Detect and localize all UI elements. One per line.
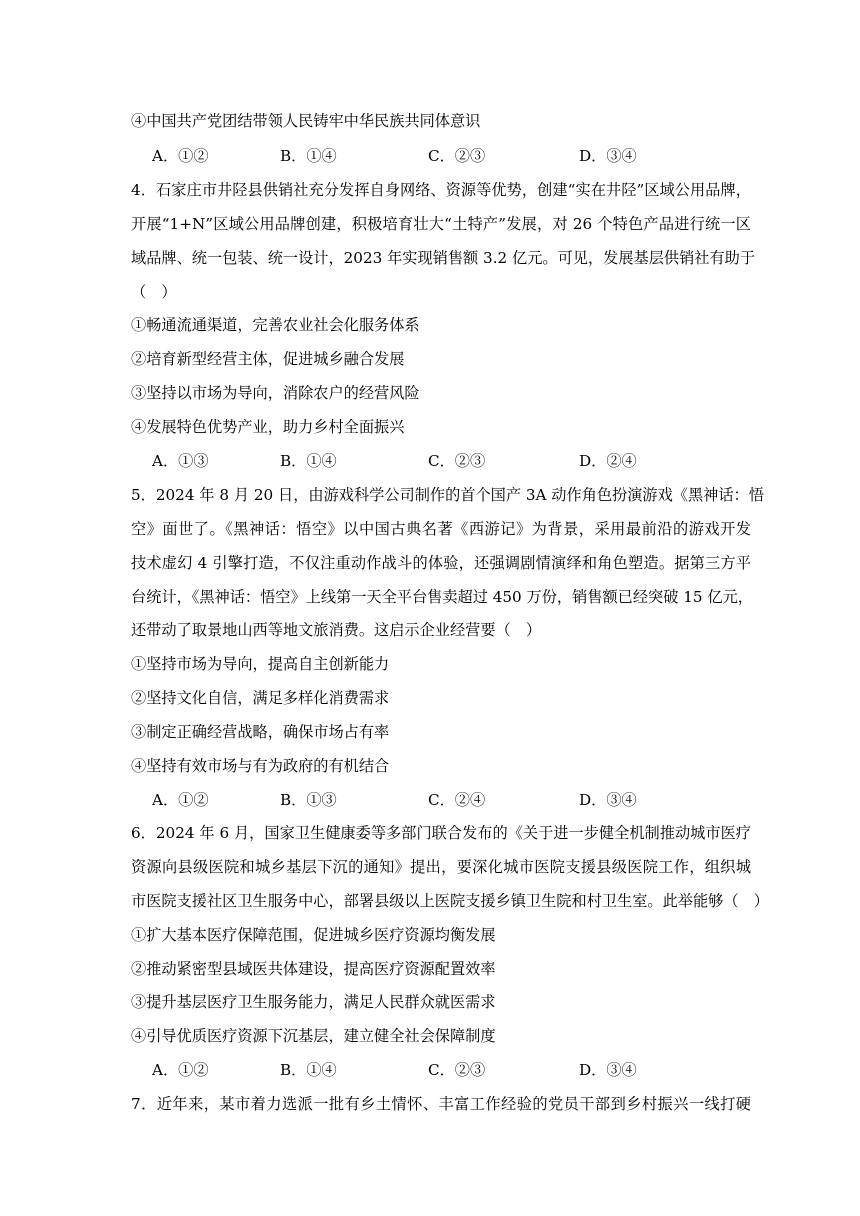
- q6-choice-b[interactable]: B．①④: [280, 1061, 337, 1079]
- q3-choice-c[interactable]: C．②③: [428, 147, 486, 165]
- q5-answer-choices: [152, 790, 752, 810]
- q5-stem-line-2: 空》面世了。《黑神话：悟空》以中国古典名著《西游记》为背景，采用最前沿的游戏开发: [131, 520, 751, 538]
- q4-stem-line-2: 开展“1+N”区域公用品牌创建，积极培育壮大“土特产”发展，对 26 个特色产品进行统一区: [131, 215, 751, 233]
- q4-option-item-2: ②培育新型经营主体，促进城乡融合发展: [131, 350, 405, 368]
- q5-stem-line-1: 5．2024 年 8 月 20 日，由游戏科学公司制作的首个国产 3A 动作角色扮演游戏《黑神话：悟: [131, 486, 764, 504]
- q4-answer-blank: （ ）: [131, 283, 177, 301]
- q4-stem-line-3: 域品牌、统一包装、统一设计，2023 年实现销售额 3.2 亿元。可见，发展基层供销社有助于: [131, 249, 756, 267]
- q5-stem-line-4: 台统计，《黑神话：悟空》上线第一天全平台售卖超过 450 万份，销售额已经突破 15 亿元，: [131, 588, 753, 606]
- q5-choice-b[interactable]: B．①③: [280, 791, 337, 809]
- q6-stem-line-3: 市医院支援社区卫生服务中心，部署县级以上医院支援乡镇卫生院和村卫生室。此举能够（ ）: [131, 892, 769, 910]
- q5-choice-d[interactable]: D．③④: [579, 791, 637, 809]
- q5-option-item-4: ④坚持有效市场与有为政府的有机结合: [131, 757, 390, 775]
- q6-choice-d[interactable]: D．③④: [579, 1061, 637, 1079]
- q3-answer-choices: [152, 146, 752, 166]
- q4-choice-c[interactable]: C．②③: [428, 452, 486, 470]
- q4-choice-b[interactable]: B．①④: [280, 452, 337, 470]
- q6-option-item-4: ④引导优质医疗资源下沉基层，建立健全社会保障制度: [131, 1027, 496, 1045]
- q5-option-item-2: ②坚持文化自信，满足多样化消费需求: [131, 689, 390, 707]
- q6-stem-line-2: 资源向县级医院和城乡基层下沉的通知》提出，要深化城市医院支援县级医院工作，组织城: [131, 858, 751, 876]
- q6-option-item-3: ③提升基层医疗卫生服务能力，满足人民群众就医需求: [131, 993, 496, 1011]
- q7-stem-line-1: 7．近年来，某市着力选派一批有乡土情怀、丰富工作经验的党员干部到乡村振兴一线打硬: [131, 1095, 751, 1113]
- q5-stem-line-5: 还带动了取景地山西等地文旅消费。这启示企业经营要（ ）: [131, 621, 542, 639]
- q3-choice-a[interactable]: A．①②: [152, 147, 209, 165]
- q3-choice-b[interactable]: B．①④: [280, 147, 337, 165]
- q5-option-item-3: ③制定正确经营战略，确保市场占有率: [131, 723, 390, 741]
- q3-choice-d[interactable]: D．③④: [579, 147, 637, 165]
- q4-option-item-3: ③坚持以市场为导向，消除农户的经营风险: [131, 384, 420, 402]
- q6-option-item-1: ①扩大基本医疗保障范围，促进城乡医疗资源均衡发展: [131, 926, 496, 944]
- q5-choice-a[interactable]: A．①②: [152, 791, 209, 809]
- q4-option-item-4: ④发展特色优势产业，助力乡村全面振兴: [131, 418, 405, 436]
- q6-choice-a[interactable]: A．①②: [152, 1061, 209, 1079]
- q4-choice-d[interactable]: D．②④: [579, 452, 637, 470]
- q3-option-item-4: ④中国共产党团结带领人民铸牢中华民族共同体意识: [131, 112, 481, 130]
- q4-option-item-1: ①畅通流通渠道，完善农业社会化服务体系: [131, 316, 420, 334]
- q5-stem-line-3: 技术虚幻 4 引擎打造，不仅注重动作战斗的体验，还强调剧情演绎和角色塑造。据第三方平: [131, 554, 751, 572]
- q4-stem-line-1: 4．石家庄市井陉县供销社充分发挥自身网络、资源等优势，创建“实在井陉”区域公用品牌，: [131, 181, 751, 199]
- q6-stem-line-1: 6．2024 年 6 月，国家卫生健康委等多部门联合发布的《关于进一步健全机制推动城市医疗: [131, 824, 751, 842]
- q5-choice-c[interactable]: C．②④: [428, 791, 486, 809]
- q6-answer-choices: [152, 1060, 752, 1080]
- q6-option-item-2: ②推动紧密型县域医共体建设，提高医疗资源配置效率: [131, 960, 496, 978]
- q5-option-item-1: ①坚持市场为导向，提高自主创新能力: [131, 655, 390, 673]
- q4-answer-choices: [152, 451, 752, 471]
- q4-choice-a[interactable]: A．①③: [152, 452, 209, 470]
- q6-choice-c[interactable]: C．②③: [428, 1061, 486, 1079]
